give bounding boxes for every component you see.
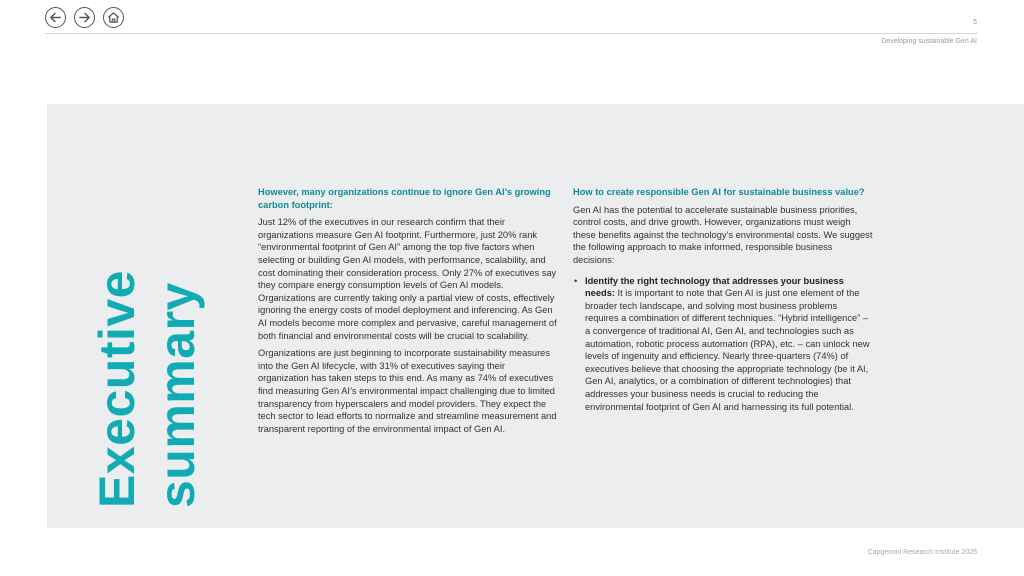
left-paragraph-1: Just 12% of the executives in our research confirm that their organizations measure Gen AI footprint. Furthermore, just 20% rank “environmental footprint of Gen AI” among the top five factors when selecting or building Gen AI models, with performance, scalability, and cost dominating their consideration process. Only 27% of executives say they compare energy consumption levels of Gen AI models. Organizations are currently taking only a partial view of costs, effectively ignoring the energy costs of model deployment and inferencing. As Gen AI models become more complex and pervasive, careful management of both financial and environmental costs will be crucial to scalability.: [258, 217, 557, 341]
arrow-left-icon: [49, 11, 62, 24]
bullet-marker: •: [574, 275, 578, 286]
left-paragraph-2: Organizations are just beginning to incorporate sustainability measures into the Gen AI lifecycle, with 31% of executives saying their organization has taken steps to this end. As many as 74% of executives find measuring Gen AI’s environmental impact challenging due to limited transparency from hyperscalers and model providers. They expect the tech sector to lead efforts to normalize and streamline measurement and transparent reporting of the environmental impact of Gen AI.: [258, 348, 557, 434]
list-item: [573, 275, 873, 414]
header-divider: [45, 33, 978, 34]
home-button[interactable]: [103, 7, 124, 28]
right-column: [573, 186, 873, 413]
page-title-line1: Executive: [89, 270, 145, 508]
page-title: [87, 228, 227, 508]
forward-button[interactable]: [74, 7, 95, 28]
bullet-bold-lead: Identify the right technology that addresses your business needs:: [585, 275, 844, 299]
bullet-text: It is important to note that Gen AI is just one element of the broader tech landscape, and solving most business problems requires a combination of different techniques. “Hybrid intelligence” – a convergence of traditional AI, Gen AI, and technologies such as automation, robotic process automation (RPA), etc. – can unlock new levels of ingenuity and efficiency. Nearly three-quarters (74%) of executives believe that choosing the appropriate technology (be it AI, Gen AI, analytics, or a combination of different technologies) that addresses your business needs is crucial to reducing the environmental footprint of Gen AI and harnessing its full potential.: [585, 288, 870, 412]
summary-panel: [47, 104, 1024, 528]
running-title: Developing sustainable Gen AI: [881, 38, 977, 45]
arrow-right-icon: [78, 11, 91, 24]
right-paragraph-1: Gen AI has the potential to accelerate sustainable business priorities, control costs, and drive growth. However, organizations must weigh these benefits against the technology’s environmental costs. We suggest the following approach to make informed, responsible business decisions:: [573, 204, 873, 265]
left-heading: However, many organizations continue to ignore Gen AI’s growing carbon footprint:: [258, 187, 551, 210]
page-title-line2: summary: [149, 282, 205, 508]
footer-credit: Capgemini Research Institute 2025: [867, 549, 977, 556]
page-number: 5: [973, 19, 977, 26]
home-icon: [107, 11, 120, 24]
right-heading: How to create responsible Gen AI for sustainable business value?: [573, 187, 865, 197]
left-column: [258, 186, 558, 440]
navigation-bar: [45, 7, 124, 28]
back-button[interactable]: [45, 7, 66, 28]
